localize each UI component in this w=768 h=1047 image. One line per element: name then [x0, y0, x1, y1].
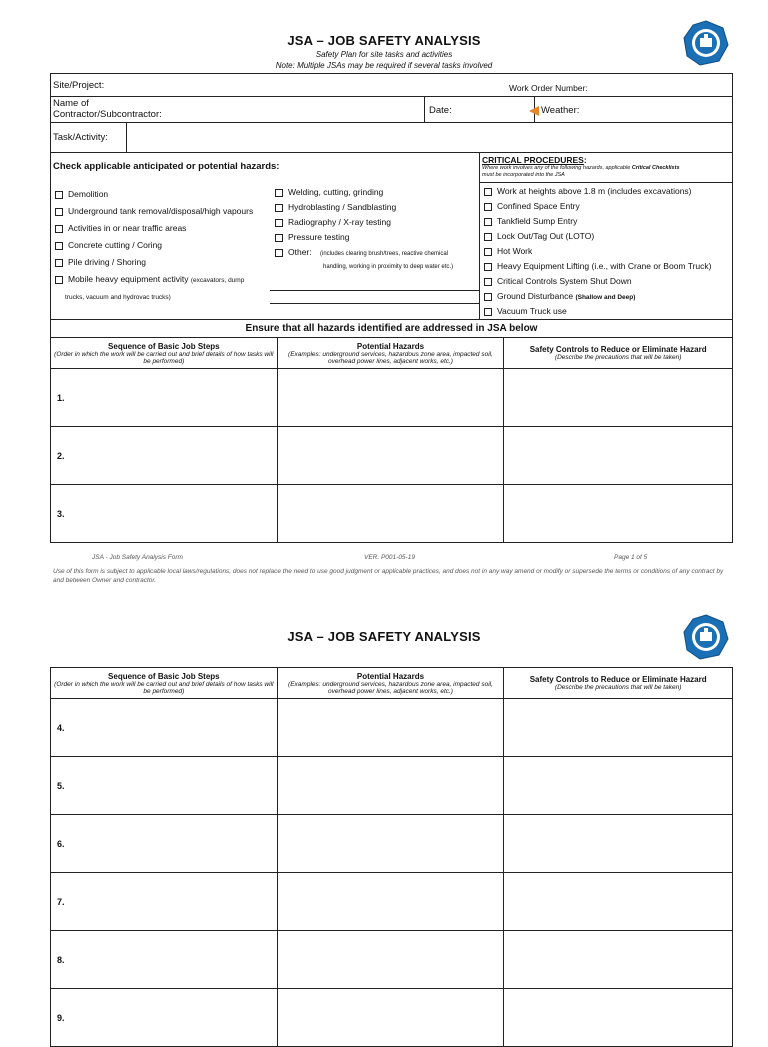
checkbox[interactable]	[55, 242, 63, 250]
hazard-pile-driving[interactable]	[55, 254, 253, 271]
critical-colon: :	[583, 155, 587, 165]
checkbox[interactable]	[55, 208, 63, 216]
hazard-label: Demolition	[68, 189, 109, 199]
step-cell[interactable]: 2.	[51, 427, 278, 485]
checkbox[interactable]	[275, 189, 283, 197]
footer-form-name: JSA - Job Safety Analysis Form	[92, 554, 183, 561]
critical-confined-space[interactable]	[484, 199, 733, 214]
col-note: (Describe the precautions that will be taken)	[554, 684, 682, 691]
other-note: (includes clearing brush/trees, reactive chemical	[320, 251, 449, 257]
control-cell[interactable]	[504, 757, 733, 815]
control-cell[interactable]	[504, 427, 733, 485]
hazard-label: Pressure testing	[288, 232, 350, 242]
footer-version: VER. P001-05-19	[364, 554, 415, 561]
page-title: JSA – JOB SAFETY ANALYSIS	[287, 33, 481, 48]
checkbox[interactable]	[484, 203, 492, 211]
table-row	[51, 485, 733, 543]
jsa-table-page1	[50, 337, 733, 543]
table-row	[51, 873, 733, 931]
control-cell[interactable]	[504, 931, 733, 989]
control-cell[interactable]	[504, 815, 733, 873]
critical-work-at-heights[interactable]	[484, 184, 733, 199]
col-header-hazards	[277, 338, 504, 369]
col-title: Potential Hazards	[356, 341, 425, 351]
hazard-cell[interactable]	[277, 757, 504, 815]
hazard-demolition[interactable]	[55, 186, 253, 203]
checkbox[interactable]	[55, 225, 63, 233]
task-activity-label: Task/Activity:	[53, 132, 108, 143]
col-note: (Describe the precautions that will be taken)	[554, 354, 682, 361]
col-note: (Order in which the work will be carried out and brief details of how tasks will be performed)	[54, 350, 274, 365]
step-cell[interactable]: 7.	[51, 873, 278, 931]
hazard-cell[interactable]	[277, 815, 504, 873]
hazard-label: Other:	[288, 247, 312, 257]
hazard-note: (excavators, dump	[190, 277, 245, 284]
other-write-line-2[interactable]	[270, 303, 479, 304]
col-header-controls	[504, 668, 733, 699]
hazard-cell[interactable]	[277, 369, 504, 427]
company-logo-icon	[683, 20, 729, 66]
weather-label: Weather:	[541, 105, 580, 116]
checkbox[interactable]	[55, 259, 63, 267]
step-cell[interactable]: 9.	[51, 989, 278, 1047]
critical-label: Work at heights above 1.8 m (includes excavations)	[497, 186, 692, 196]
work-order-label: Work Order Number:	[509, 83, 588, 93]
hazard-concrete-cutting[interactable]	[55, 237, 253, 254]
critical-label: Confined Space Entry	[497, 201, 580, 211]
hazards-section	[50, 152, 733, 320]
col-note: (Examples: underground services, hazardous zone area, impacted soil, overhead power lines, adjacent works, etc.)	[288, 680, 493, 695]
contractor-text: Contractor/Subcontractor:	[53, 109, 162, 120]
checkbox[interactable]	[55, 276, 63, 284]
step-cell[interactable]: 5.	[51, 757, 278, 815]
page2-title: JSA – JOB SAFETY ANALYSIS	[287, 629, 481, 644]
critical-heading	[480, 153, 733, 165]
page-subtitle: Safety Plan for site tasks and activities	[315, 50, 453, 59]
col-note: (Examples: underground services, hazardous zone area, impacted soil, overhead power lines, adjacent works, etc.)	[288, 350, 493, 365]
hazard-cell[interactable]	[277, 873, 504, 931]
critical-label: Tankfield Sump Entry	[497, 216, 578, 226]
hazard-hydroblasting[interactable]	[275, 200, 453, 215]
table-row	[51, 427, 733, 485]
date-label: Date:	[429, 105, 452, 116]
hazard-cell[interactable]	[277, 699, 504, 757]
control-cell[interactable]	[504, 699, 733, 757]
col-header-steps	[51, 338, 278, 369]
hazard-label: Concrete cutting / Coring	[68, 240, 163, 250]
critical-label: Critical Controls System Shut Down	[497, 276, 632, 286]
hazard-note-cont: trucks, vacuum and hydrovac trucks)	[65, 294, 171, 301]
page-note: Note: Multiple JSAs may be required if several tasks involved	[275, 61, 493, 70]
checkbox[interactable]	[275, 249, 283, 257]
footer-page-number: Page 1 of 5	[614, 554, 648, 561]
critical-list	[480, 182, 733, 319]
checkbox[interactable]	[484, 263, 492, 271]
critical-hot-work[interactable]	[484, 244, 733, 259]
hazard-pressure-testing[interactable]	[275, 230, 453, 245]
step-cell[interactable]: 8.	[51, 931, 278, 989]
checkbox[interactable]	[484, 248, 492, 256]
checkbox[interactable]	[275, 204, 283, 212]
col-title: Sequence of Basic Job Steps	[108, 341, 220, 351]
company-logo-icon	[683, 614, 729, 660]
critical-label: Vacuum Truck use	[497, 306, 567, 316]
marker-arrow-icon	[529, 106, 539, 116]
critical-note	[480, 165, 733, 179]
hazard-label: Pile driving / Shoring	[68, 257, 146, 267]
ensure-banner: Ensure that all hazards identified are addressed in JSA below	[50, 319, 733, 338]
critical-note-text: Where work involves any of the following hazards, applicable	[482, 165, 631, 171]
step-cell[interactable]: 6.	[51, 815, 278, 873]
hazards-right-list	[275, 185, 453, 274]
critical-heading-text: CRITICAL PROCEDURES	[482, 155, 584, 165]
table-row	[51, 931, 733, 989]
col-header-controls	[504, 338, 733, 369]
hazard-welding[interactable]	[275, 185, 453, 200]
col-title: Sequence of Basic Job Steps	[108, 671, 220, 681]
critical-label: Hot Work	[497, 246, 533, 256]
table-row	[51, 815, 733, 873]
critical-vacuum-truck[interactable]	[484, 304, 733, 319]
critical-note-text2: must be incorporated into the JSA	[482, 172, 565, 178]
site-project-label: Site/Project:	[53, 80, 105, 91]
disclaimer: Use of this form is subject to applicable local laws/regulations, does not replace the need to use good judgment or applicable practices, and does not in any way amend or modify or supersede the terms or conditions of any contract by and between Owner and contractor.	[53, 568, 724, 584]
critical-label: Ground Disturbance	[497, 291, 574, 301]
step-cell[interactable]: 4.	[51, 699, 278, 757]
hazard-underground-tank[interactable]	[55, 203, 253, 220]
header-form	[50, 73, 733, 153]
hazard-label: Activities in or near traffic areas	[68, 223, 187, 233]
hazard-label: Underground tank removal/disposal/high vapours	[68, 206, 254, 216]
hazard-label: Mobile heavy equipment activity	[68, 274, 189, 284]
checkbox[interactable]	[484, 233, 492, 241]
hazard-cell[interactable]	[277, 989, 504, 1047]
other-write-line-1[interactable]	[270, 290, 479, 291]
hazard-label: Hydroblasting / Sandblasting	[288, 202, 397, 212]
table-row	[51, 699, 733, 757]
contractor-label	[53, 98, 162, 120]
col-header-hazards	[277, 668, 504, 699]
critical-ground-disturbance[interactable]	[484, 289, 733, 304]
col-title: Potential Hazards	[356, 671, 425, 681]
hazards-heading: Check applicable anticipated or potential hazards:	[53, 161, 280, 172]
col-header-steps	[51, 668, 278, 699]
hazard-label: Welding, cutting, grinding	[288, 187, 384, 197]
hazards-left-list	[55, 186, 253, 305]
hazard-cell[interactable]	[277, 931, 504, 989]
critical-label: Heavy Equipment Lifting (i.e., with Crane or Boom Truck)	[497, 261, 712, 271]
other-note-cont: handling, working in proximity to deep water etc.)	[323, 264, 454, 270]
checkbox[interactable]	[484, 188, 492, 196]
jsa-table-page2	[50, 667, 733, 1047]
hazard-cell[interactable]	[277, 427, 504, 485]
critical-procedures	[479, 153, 733, 319]
hazard-cell[interactable]	[277, 485, 504, 543]
checkbox[interactable]	[55, 191, 63, 199]
step-cell[interactable]: 1.	[51, 369, 278, 427]
table-row	[51, 757, 733, 815]
hazard-radiography[interactable]	[275, 215, 453, 230]
hazard-other[interactable]	[275, 245, 453, 260]
checkbox[interactable]	[275, 234, 283, 242]
checkbox[interactable]	[275, 219, 283, 227]
hazard-traffic[interactable]	[55, 220, 253, 237]
step-cell[interactable]: 3.	[51, 485, 278, 543]
checkbox[interactable]	[484, 218, 492, 226]
checkbox[interactable]	[484, 278, 492, 286]
critical-note-bold: Critical Checklists	[631, 165, 680, 171]
col-note: (Order in which the work will be carried out and brief details of how tasks will be performed)	[54, 680, 274, 695]
table-row	[51, 989, 733, 1047]
table-row	[51, 369, 733, 427]
col-title: Safety Controls to Reduce or Eliminate Hazard	[529, 345, 707, 354]
critical-note-small: (Shallow and Deep)	[575, 294, 636, 301]
col-title: Safety Controls to Reduce or Eliminate Hazard	[529, 675, 707, 684]
control-cell[interactable]	[504, 989, 733, 1047]
critical-label: Lock Out/Tag Out (LOTO)	[497, 231, 595, 241]
critical-heavy-lifting[interactable]	[484, 259, 733, 274]
control-cell[interactable]	[504, 873, 733, 931]
critical-loto[interactable]	[484, 229, 733, 244]
hazard-label: Radiography / X-ray testing	[288, 217, 391, 227]
hazard-mobile-heavy[interactable]	[55, 271, 253, 288]
control-cell[interactable]	[504, 369, 733, 427]
critical-controls-shutdown[interactable]	[484, 274, 733, 289]
critical-tankfield-sump[interactable]	[484, 214, 733, 229]
checkbox[interactable]	[484, 293, 492, 301]
control-cell[interactable]	[504, 485, 733, 543]
checkbox[interactable]	[484, 308, 492, 316]
name-of-text: Name of	[53, 98, 89, 109]
